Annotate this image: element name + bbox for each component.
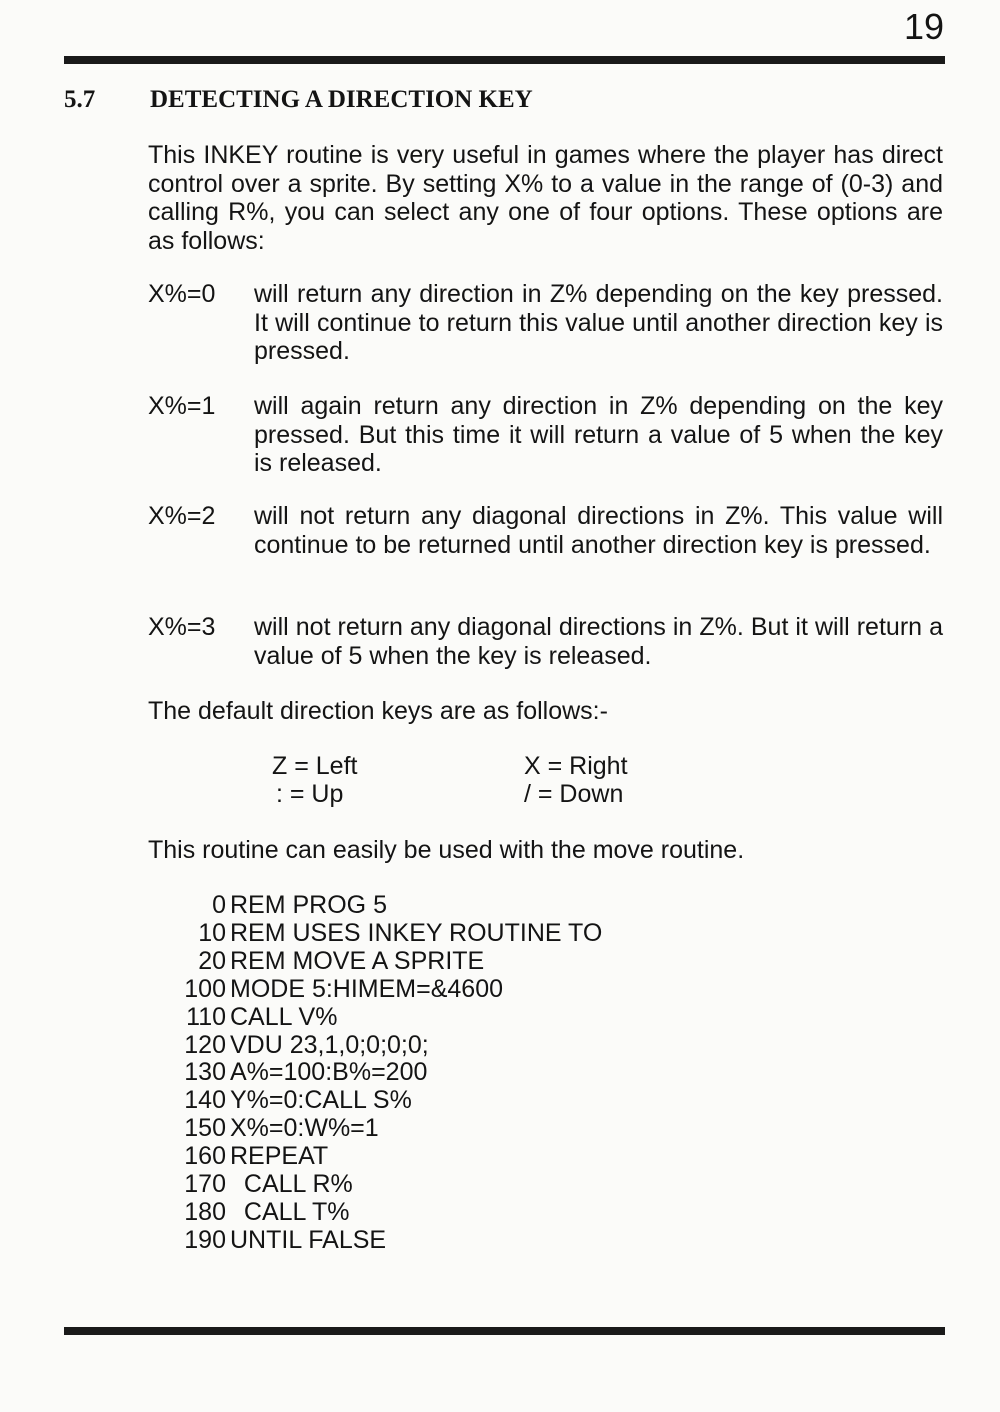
line-number: 190 xyxy=(184,1225,226,1254)
line-code: CALL R% xyxy=(230,1170,353,1199)
line-code: REM USES INKEY ROUTINE TO xyxy=(230,918,603,947)
program-listing xyxy=(170,892,602,1255)
listing-line xyxy=(170,1059,602,1087)
line-number: 110 xyxy=(186,1002,226,1031)
option-text: will again return any direction in Z% depending on the key pressed. But this time it will return a value of 5 when the key is released. xyxy=(254,392,943,477)
option-text: will not return any diagonal directions in Z%. This value will continue to be returned until another direction key is pressed. xyxy=(254,502,943,559)
section-title: DETECTING A DIRECTION KEY xyxy=(150,86,533,113)
option-label: X%=3 xyxy=(148,613,216,641)
option-label: X%=2 xyxy=(148,502,216,530)
listing-line xyxy=(170,1032,602,1060)
key-right: X = Right xyxy=(524,752,628,780)
line-number: 130 xyxy=(184,1058,226,1087)
line-code: X%=0:W%=1 xyxy=(230,1114,379,1143)
option-label: X%=0 xyxy=(148,280,216,308)
option-label: X%=1 xyxy=(148,392,216,420)
line-number: 180 xyxy=(184,1197,226,1226)
listing-line xyxy=(170,892,602,920)
direction-keys-table xyxy=(272,752,772,812)
line-number: 150 xyxy=(184,1114,226,1143)
listing-line xyxy=(170,1004,602,1032)
line-code: UNTIL FALSE xyxy=(230,1225,387,1254)
line-number: 120 xyxy=(184,1030,226,1059)
listing-line xyxy=(170,976,602,1004)
line-number: 160 xyxy=(184,1142,226,1171)
keys-intro: The default direction keys are as follows:- xyxy=(148,697,608,725)
line-code: REM PROG 5 xyxy=(230,891,387,919)
intro-paragraph: This INKEY routine is very useful in games where the player has direct control over a sprite. By setting X% to a value in the range of (0-3) and calling R%, you can select any one of four options. These options are as follows: xyxy=(148,141,943,255)
line-code: CALL T% xyxy=(230,1197,350,1226)
line-code: VDU 23,1,0;0;0;0; xyxy=(230,1030,429,1059)
line-number: 140 xyxy=(184,1086,226,1115)
line-number: 170 xyxy=(184,1170,226,1199)
key-left: Z = Left xyxy=(272,752,358,780)
line-number: 10 xyxy=(198,918,226,947)
option-text: will return any direction in Z% depending on the key pressed. It will continue to return this value until another direction key is pressed. xyxy=(254,280,943,365)
listing-line xyxy=(170,920,602,948)
key-up: : = Up xyxy=(276,780,344,808)
line-code: MODE 5:HIMEM=&4600 xyxy=(230,974,504,1003)
line-code: REM MOVE A SPRITE xyxy=(230,946,485,975)
listing-line xyxy=(170,948,602,976)
listing-line xyxy=(170,1143,602,1171)
listing-line xyxy=(170,1199,602,1227)
line-code: A%=100:B%=200 xyxy=(230,1058,428,1087)
top-rule xyxy=(64,56,945,64)
line-code: CALL V% xyxy=(230,1002,338,1031)
listing-line xyxy=(170,1115,602,1143)
line-number: 0 xyxy=(212,891,226,919)
line-code: Y%=0:CALL S% xyxy=(230,1086,412,1115)
line-number: 20 xyxy=(198,946,226,975)
option-text: will not return any diagonal directions in Z%. But it will return a value of 5 when the key is released. xyxy=(254,613,943,670)
listing-line xyxy=(170,1227,602,1255)
line-number: 100 xyxy=(184,974,226,1003)
listing-line xyxy=(170,1171,602,1199)
usage-note: This routine can easily be used with the move routine. xyxy=(148,836,745,864)
listing-line xyxy=(170,1087,602,1115)
key-down: / = Down xyxy=(524,780,624,808)
page-number: 19 xyxy=(903,6,944,47)
line-code: REPEAT xyxy=(230,1142,329,1171)
section-number: 5.7 xyxy=(64,86,96,113)
bottom-rule xyxy=(64,1327,945,1335)
